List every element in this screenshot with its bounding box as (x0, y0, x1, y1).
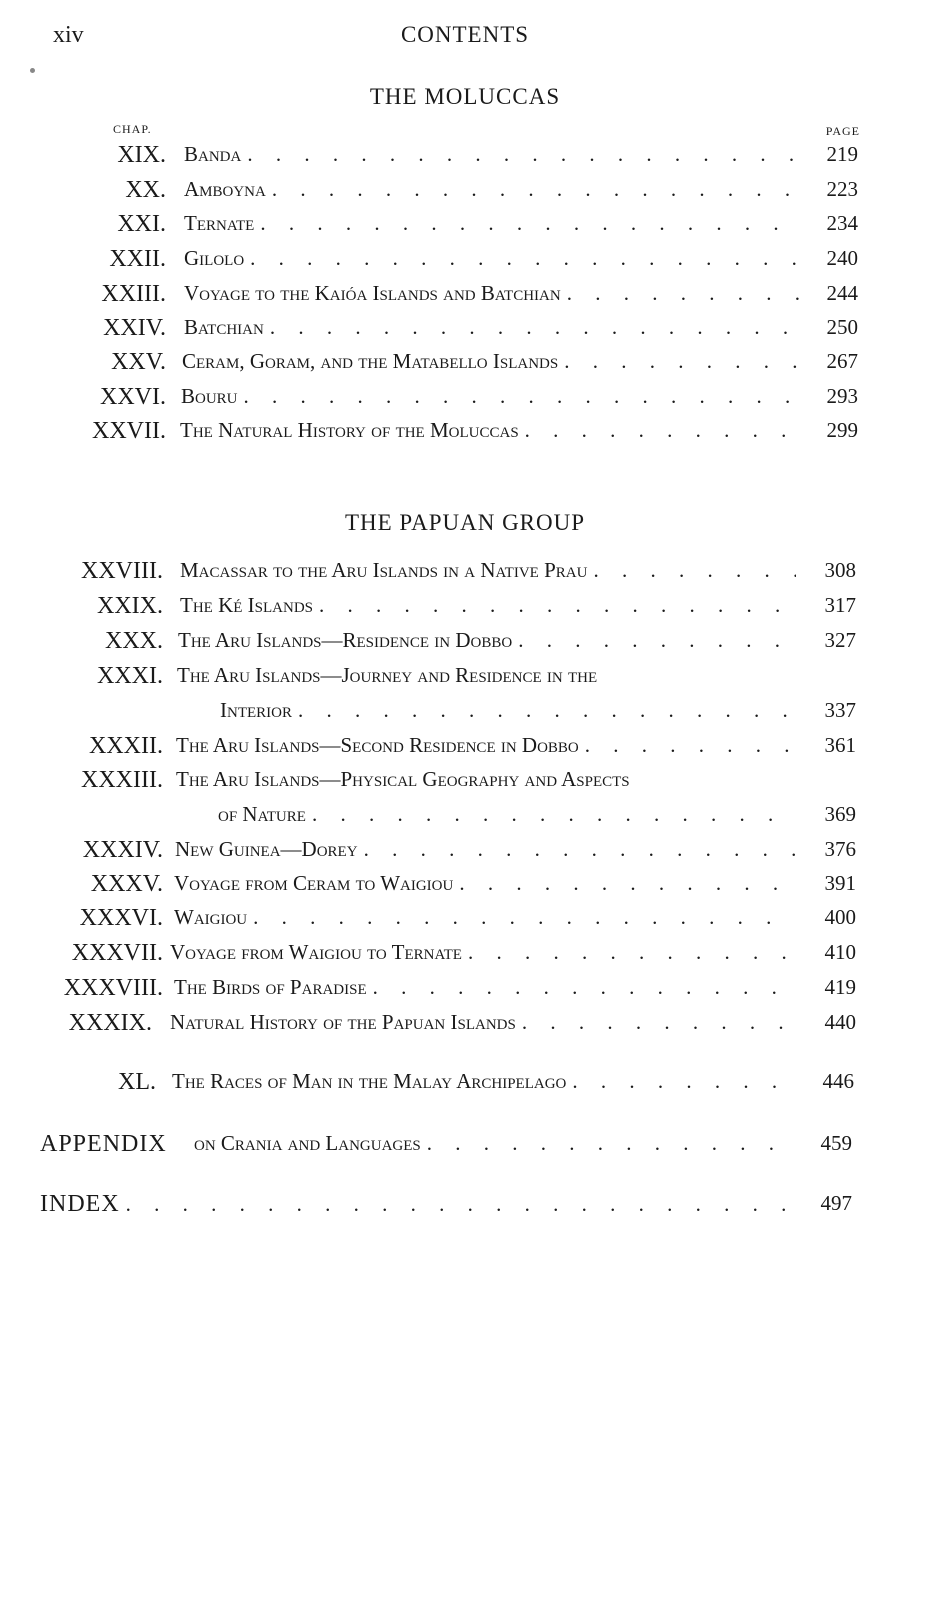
toc-entry[interactable] (0, 628, 930, 662)
toc-entry[interactable] (0, 905, 930, 939)
page-column-label: PAGE (825, 124, 860, 138)
chapter-title-line (174, 871, 796, 896)
chapter-title: Batchian (184, 315, 264, 339)
chapter-number: XXXII. (89, 733, 163, 759)
page-reference: 497 (820, 1191, 852, 1215)
dot-leader (593, 558, 796, 583)
appendix-title: on Crania and Languages (194, 1131, 421, 1155)
page-reference: 299 (826, 418, 858, 442)
page-reference: 369 (824, 802, 856, 826)
chapter-title-line (180, 558, 796, 583)
chapter-number: XXIV. (103, 315, 166, 341)
dot-leader (272, 177, 800, 202)
section-heading-papuan: THE PAPUAN GROUP (344, 510, 586, 535)
page-reference: 440 (824, 1010, 856, 1034)
toc-entry[interactable] (0, 837, 930, 871)
dot-leader (260, 211, 800, 236)
chapter-title: Natural History of the Papuan Islands (170, 1010, 516, 1034)
toc-entry[interactable] (0, 558, 930, 592)
toc-entry[interactable] (0, 246, 930, 280)
toc-entry[interactable] (0, 940, 930, 974)
page-reference: 400 (824, 905, 856, 929)
chapter-title-line (184, 315, 800, 340)
chapter-number: XL. (118, 1069, 156, 1095)
running-title: CONTENTS (400, 22, 530, 47)
toc-entry[interactable] (0, 315, 930, 349)
toc-entry[interactable] (0, 384, 930, 418)
dot-leader (585, 733, 796, 758)
page-reference: 234 (826, 211, 858, 235)
page-reference: 327 (824, 628, 856, 652)
chapter-number: XXV. (111, 349, 166, 375)
page-reference: 419 (824, 975, 856, 999)
toc-entry[interactable] (0, 211, 930, 245)
page-reference: 293 (826, 384, 858, 408)
dot-leader (319, 593, 796, 618)
chapter-number: XXXI. (97, 663, 163, 689)
toc-entry[interactable] (0, 142, 930, 176)
page-reference: 337 (824, 698, 856, 722)
page-reference: 459 (820, 1131, 852, 1155)
dot-leader (525, 418, 800, 443)
chapter-number: XXXIV. (82, 837, 163, 863)
appendix-label: APPENDIX (40, 1131, 167, 1157)
chapter-title: Banda (184, 142, 242, 166)
chapter-title: Voyage from Ceram to Waigiou (174, 871, 454, 895)
chapter-title-line (220, 698, 796, 723)
toc-entry-index[interactable] (0, 1191, 930, 1225)
chapter-title-line (184, 177, 800, 202)
dot-leader (298, 698, 796, 723)
page-reference: 219 (826, 142, 858, 166)
index-label: INDEX (40, 1191, 120, 1217)
toc-entry[interactable] (0, 767, 930, 801)
toc-entry-appendix[interactable] (0, 1131, 930, 1165)
chapter-title: Amboyna (184, 177, 266, 201)
page-reference: 410 (824, 940, 856, 964)
chapter-number: XX. (125, 177, 166, 203)
chapter-title: The Aru Islands—Residence in Dobbo (178, 628, 513, 652)
chapter-title-line (180, 418, 800, 443)
dot-leader (373, 975, 796, 1000)
page-reference: 317 (824, 593, 856, 617)
dot-leader (312, 802, 796, 827)
chapter-title-line (170, 940, 796, 965)
page-reference: 391 (824, 871, 856, 895)
page-reference: 267 (826, 349, 858, 373)
toc-entry[interactable] (0, 1010, 930, 1044)
dot-leader (250, 246, 800, 271)
dot-leader (518, 628, 796, 653)
toc-entry-continuation[interactable] (0, 698, 930, 732)
page-reference: 361 (824, 733, 856, 757)
page-reference: 308 (824, 558, 856, 582)
chapter-title-line (170, 1010, 796, 1035)
chapter-number: XXX. (105, 628, 163, 654)
toc-entry[interactable] (0, 349, 930, 383)
chapter-title-line (178, 628, 796, 653)
toc-entry[interactable] (0, 975, 930, 1009)
chapter-number: XXIII. (101, 281, 166, 307)
section-heading-moluccas: THE MOLUCCAS (369, 84, 561, 109)
chapter-title: Voyage to the Kaióa Islands and Batchian (184, 281, 561, 305)
chapter-number: XXXV. (90, 871, 163, 897)
toc-entry[interactable] (0, 733, 930, 767)
index-title-line (40, 1191, 796, 1218)
dot-leader (468, 940, 796, 965)
chapter-number: XXVII. (92, 418, 166, 444)
toc-entry[interactable] (0, 418, 930, 452)
page-reference: 240 (826, 246, 858, 270)
toc-entry[interactable] (0, 871, 930, 905)
chapter-title: The Natural History of the Moluccas (180, 418, 519, 442)
chapter-title: The Aru Islands—Journey and Residence in the (177, 663, 598, 687)
chapter-title: The Aru Islands—Second Residence in Dobbo (176, 733, 579, 757)
chapter-title-line (174, 975, 796, 1000)
dot-leader (244, 384, 800, 409)
chapter-title: Bouru (181, 384, 238, 408)
dot-leader (572, 1069, 796, 1094)
chapter-title-line (172, 1069, 796, 1094)
chapter-title: Ceram, Goram, and the Matabello Islands (182, 349, 559, 373)
chapter-number: XXVI. (100, 384, 166, 410)
chapter-title: Ternate (184, 211, 255, 235)
dot-leader (567, 281, 800, 306)
chapter-title: The Birds of Paradise (174, 975, 367, 999)
toc-entry-continuation[interactable] (0, 802, 930, 836)
dot-leader (126, 1192, 796, 1217)
dot-leader (364, 837, 796, 862)
chapter-title: Voyage from Waigiou to Ternate (170, 940, 462, 964)
page-reference: 223 (826, 177, 858, 201)
chapter-number: XXXVI. (79, 905, 163, 931)
chapter-number: XXXIII. (81, 767, 163, 793)
toc-entry[interactable] (0, 281, 930, 315)
toc-entry[interactable] (0, 663, 930, 697)
page-number: xiv (53, 22, 84, 48)
dot-leader (427, 1131, 796, 1156)
chapter-title-line (184, 246, 800, 271)
chapter-number: XXIX. (97, 593, 163, 619)
chapter-title-line (184, 211, 800, 236)
chapter-title-line (176, 733, 796, 758)
dot-leader (459, 871, 796, 896)
chapter-title: The Aru Islands—Physical Geography and Aspects (176, 767, 630, 791)
chapter-title: The Races of Man in the Malay Archipelago (172, 1069, 567, 1093)
chapter-title: New Guinea—Dorey (175, 837, 358, 861)
chapter-number: XXXIX. (68, 1010, 152, 1036)
toc-entry[interactable] (0, 177, 930, 211)
chapter-title-line (184, 281, 800, 306)
page-reference: 376 (824, 837, 856, 861)
chapter-title-line (182, 349, 800, 374)
dot-leader (247, 142, 800, 167)
chapter-title-line (175, 837, 796, 862)
page-reference: 446 (822, 1069, 854, 1093)
chapter-title-continued: Interior (220, 698, 292, 722)
dot-leader (564, 349, 800, 374)
chapter-title: The Ké Islands (180, 593, 313, 617)
chapter-number: XXI. (117, 211, 166, 237)
toc-entry[interactable] (0, 593, 930, 627)
chapter-title-continued: of Nature (218, 802, 306, 826)
chapter-title: Gilolo (184, 246, 245, 270)
chapter-title: Macassar to the Aru Islands in a Native Prau (180, 558, 588, 582)
chapter-number: XXXVII. (71, 940, 163, 966)
chapter-number: XIX. (117, 142, 166, 168)
paper-speck (30, 68, 35, 73)
chapter-number: XXII. (109, 246, 166, 272)
appendix-title-line (194, 1131, 796, 1156)
page-reference: 250 (826, 315, 858, 339)
dot-leader (270, 315, 800, 340)
chap-column-label: CHAP. (113, 122, 152, 136)
dot-leader (522, 1010, 796, 1035)
chapter-title-line (184, 142, 800, 167)
chapter-title: Waigiou (174, 905, 248, 929)
chapter-number: XXXVIII. (63, 975, 163, 1001)
toc-entry[interactable] (0, 1069, 930, 1103)
page-reference: 244 (826, 281, 858, 305)
chapter-title-line (218, 802, 796, 827)
dot-leader (253, 905, 796, 930)
chapter-title-line (180, 593, 796, 618)
chapter-number: XXVIII. (81, 558, 163, 584)
chapter-title-line (174, 905, 796, 930)
chapter-title-line (181, 384, 800, 409)
